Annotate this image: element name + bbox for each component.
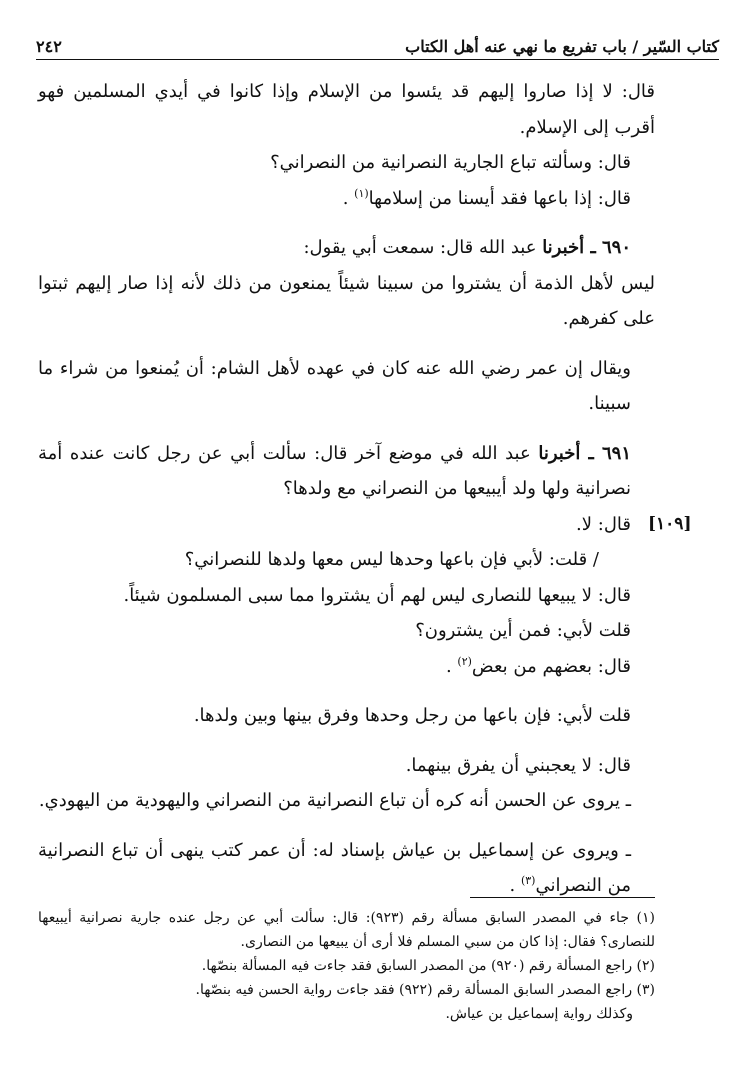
running-header — [36, 30, 719, 60]
item-number: ٦٩١ ـ أخبرنا — [538, 442, 631, 464]
paragraph: قال: لا يبيعها للنصارى ليس لهم أن يشتروا مما سبى المسلمون شيئاً. — [123, 584, 631, 606]
period: . — [509, 875, 516, 896]
paragraph-text: عبد الله قال: سمعت أبي يقول: — [303, 237, 537, 258]
paragraph-text: قال: بعضهم من بعض — [471, 655, 631, 677]
paragraph: قال: لا. — [576, 513, 631, 535]
paragraph — [38, 181, 655, 217]
paragraph-text: قال: إذا باعها فقد أيسنا من إسلامها — [368, 187, 631, 209]
item-number: ٦٩٠ ـ أخبرنا — [542, 237, 631, 258]
paragraph: ويقال إن عمر رضي الله عنه كان في عهده لأهل الشام: أن يُمنعوا من شراء ما سبينا. — [38, 357, 631, 414]
footnote: (١) جاء في المصدر السابق مسألة رقم (٩٢٣): قال: سألت أبي عن رجل عنده جارية نصرانية أيبيعها للنصارى؟ فقال: إذا كان من سبي المسلم فلا أرى أن يبيعها من النصارى. — [38, 910, 655, 950]
paragraph: ـ يروى عن الحسن أنه كره أن تباع النصرانية من النصراني واليهودية من اليهودي. — [38, 790, 631, 811]
paragraph: قلت لأبي: فمن أين يشترون؟ — [415, 620, 631, 641]
margin-page-reference: [١٠٩] — [648, 514, 692, 534]
paragraph — [38, 436, 655, 507]
paragraph: قال: وسألته تباع الجارية النصرانية من النصراني؟ — [270, 152, 631, 173]
page-number: ٢٤٢ — [36, 37, 62, 56]
footnote: (٣) راجع المصدر السابق المسألة رقم (٩٢٢) فقد جاءت رواية الحسن فيه بنصّها. — [195, 982, 655, 998]
paragraph: قال: لا إذا صاروا إليهم قد يئسوا من الإسلام وإذا كانوا في أيدي المسلمين فهو أقرب إلى الإسلام. — [38, 81, 655, 138]
footnote-ref: (٢) — [457, 654, 472, 668]
footnote: (٢) راجع المسألة رقم (٩٢٠) من المصدر السابق فقد جاءت فيه المسألة بنصّها. — [201, 958, 655, 974]
paragraph: ليس لأهل الذمة أن يشتروا من سبينا شيئاً يمنعون من ذلك لأنه إذا صار إليهم ثبتوا على كفرهم. — [38, 272, 655, 329]
paragraph: قلت لأبي: فإن باعها من رجل وحدها وفرق بينها وبين ولدها. — [193, 705, 631, 726]
paragraph — [38, 230, 655, 266]
footnotes — [38, 906, 655, 1026]
period: . — [342, 187, 349, 209]
footnote-divider — [470, 897, 655, 898]
paragraph: قال: لا يعجبني أن يفرق بينهما. — [405, 754, 631, 776]
paragraph-text: ـ ويروى عن إسماعيل بن عياش بإسناد له: أن عمر كتب ينهى أن تباع النصرانية من النصراني — [38, 839, 631, 896]
period: . — [445, 655, 452, 677]
paragraph: / قلت: لأبي فإن باعها وحدها ليس معها ولدها للنصراني؟ — [184, 549, 599, 570]
paragraph — [38, 833, 655, 904]
paragraph-text: عبد الله في موضع آخر قال: سألت أبي عن رجل كانت عنده أمة نصرانية ولها ولد أيبيعها من النصراني مع ولدها؟ — [38, 442, 631, 499]
footnote-ref: (٣) — [520, 874, 536, 887]
running-title: كتاب السّير / باب تفريع ما نهي عنه أهل الكتاب — [405, 37, 719, 56]
footnote-ref: (١) — [354, 186, 369, 200]
paragraph — [38, 649, 655, 685]
footnote-continuation: وكذلك رواية إسماعيل بن عياش. — [445, 1006, 633, 1022]
main-text — [38, 74, 655, 904]
